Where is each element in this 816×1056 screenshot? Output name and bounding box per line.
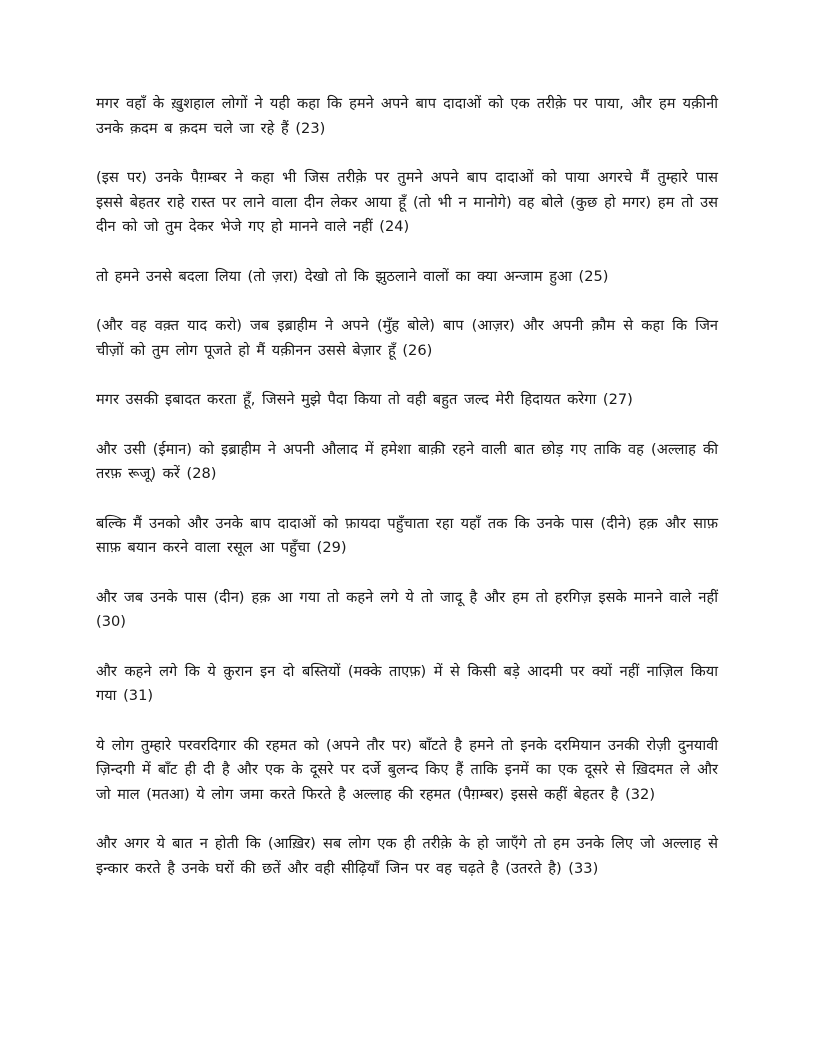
verse-24: (इस पर) उनके पैग़म्बर ने कहा भी जिस तरीक़े पर तुमने अपने बाप दादाओं को पाया अगरचे मैं तुम्हारे पास इससे बेहतर राहे रास्त पर लाने वाला दीन लेकर आया हूँ (तो भी न मानोगे) वह बोले (कुछ हो मगर) हम तो उस दीन को जो तुम देकर भेजे गए हो मानने वाले नहीं (24) — [96, 169, 718, 235]
verse-27: मगर उसकी इबादत करता हूँ, जिसने मुझे पैदा किया तो वही बहुत जल्द मेरी हिदायत करेगा (27) — [96, 391, 633, 408]
verse-28: और उसी (ईमान) को इब्राहीम ने अपनी औलाद में हमेशा बाक़ी रहने वाली बात छोड़ गए ताकि वह (अल्लाह की तरफ़ रूजू) करें (28) — [96, 440, 718, 482]
verse-32: ये लोग तुम्हारे परवरदिगार की रहमत को (अपने तौर पर) बाँटते है हमने तो इनके दरमियान उनकी रोज़ी दुनयावी ज़िन्दगी में बाँट ही दी है और एक के दूसरे पर दर्जे बुलन्द किए हैं ताकि इनमें का एक दूसरे से ख़िदमत ले और जो माल (मतआ) ये लोग जमा करते फिरते है अल्लाह की रहमत (पैग़म्बर) इससे कहीं बेहतर है (32) — [96, 736, 718, 803]
verse-29: बल्कि मैं उनको और उनके बाप दादाओं को फ़ायदा पहुँचाता रहा यहाँ तक कि उनके पास (दीने) हक़ और साफ़ साफ़ बयान करने वाला रसूल आ पहुँचा (29) — [96, 514, 718, 556]
verse-33: और अगर ये बात न होती कि (आख़िर) सब लोग एक ही तरीक़े के हो जाएँगे तो हम उनके लिए जो अल्लाह से इन्कार करते है उनके घरों की छतें और वही सीढ़ियाँ जिन पर वह चढ़ते है (उतरते है) (33) — [96, 835, 718, 877]
verse-text-column — [96, 92, 718, 906]
verse-31: और कहने लगे कि ये क़ुरान इन दो बस्तियों (मक्के ताएफ़) में से किसी बड़े आदमी पर क्यों नहीं नाज़िल किया गया (31) — [96, 662, 718, 704]
verse-25: तो हमने उनसे बदला लिया (तो ज़रा) देखो तो कि झुठलाने वालों का क्या अन्जाम हुआ (25) — [96, 267, 609, 285]
verse-26: (और वह वक़्त याद करो) जब इब्राहीम ने अपने (मुँह बोले) बाप (आज़र) और अपनी क़ौम से कहा कि जिन चीज़ों को तुम लोग पूजते हो मैं यक़ीनन उससे बेज़ार हूँ (26) — [96, 317, 718, 359]
verse-30: और जब उनके पास (दीन) हक़ आ गया तो कहने लगे ये तो जादू है और हम तो हरगिज़ इसके मानने वाले नहीं (30) — [96, 588, 718, 630]
verse-23: मगर वहाँ के ख़ुशहाल लोगों ने यही कहा कि हमने अपने बाप दादाओं को एक तरीक़े पर पाया, और हम यक़ीनी उनके क़दम ब क़दम चले जा रहे हैं (23) — [96, 95, 718, 137]
